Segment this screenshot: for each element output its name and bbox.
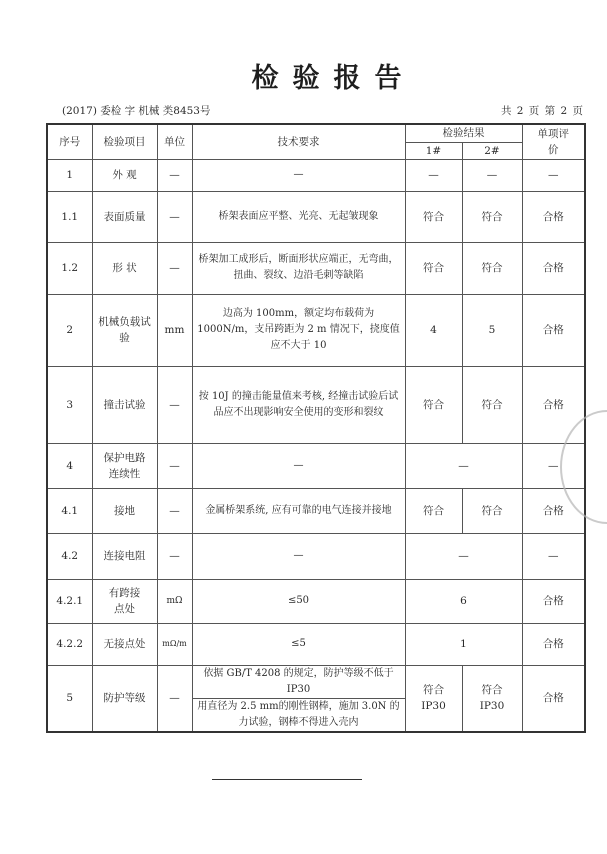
row-item: 机械负载试验	[92, 294, 157, 366]
row-item: 连接电阻	[92, 533, 157, 579]
row-result-2: —	[462, 159, 522, 191]
table-row	[47, 533, 585, 579]
row-unit: mm	[157, 294, 192, 366]
inspection-table	[46, 123, 586, 733]
row-result-2: 符合 IP30	[462, 665, 522, 732]
table-row	[47, 579, 585, 623]
row-result-1: 符合	[405, 242, 462, 294]
row-item: 形 状	[92, 242, 157, 294]
row-seq: 4.2.2	[47, 623, 92, 665]
header-verdict: 单项评价	[522, 124, 585, 159]
row-result-2: 5	[462, 294, 522, 366]
row-result-1: 符合	[405, 191, 462, 242]
row-verdict: 合格	[522, 294, 585, 366]
table-row	[47, 242, 585, 294]
row-unit: —	[157, 443, 192, 488]
row-verdict: 合格	[522, 623, 585, 665]
row-requirement: 桥架加工成形后，断面形状应端正，无弯曲，扭曲、裂纹、边沿毛刺等缺陷	[192, 242, 405, 294]
row-requirement: 按 10J 的撞击能量值来考核, 经撞击试验后试品应不出现影响安全使用的变形和裂纹	[192, 366, 405, 443]
row-unit: mΩ/m	[157, 623, 192, 665]
row-seq: 4	[47, 443, 92, 488]
row-unit: mΩ	[157, 579, 192, 623]
row-requirement: 边高为 100mm，额定均布载荷为 1000N/m，支吊跨距为 2 m 情况下，挠度值应不大于 10	[192, 294, 405, 366]
table-row	[47, 488, 585, 533]
row-verdict: —	[522, 443, 585, 488]
row-verdict: 合格	[522, 488, 585, 533]
row-verdict: 合格	[522, 191, 585, 242]
header-requirement: 技术要求	[192, 124, 405, 159]
row-seq: 4.2.1	[47, 579, 92, 623]
row-requirement-a: 依据 GB/T 4208 的规定，防护等级不低于 IP30	[192, 665, 405, 698]
row-verdict: 合格	[522, 665, 585, 732]
row-seq: 5	[47, 665, 92, 732]
header-sample-2: 2#	[462, 142, 522, 159]
row-item: 表面质量	[92, 191, 157, 242]
header-unit: 单位	[157, 124, 192, 159]
row-unit: —	[157, 242, 192, 294]
row-result-1: 符合 IP30	[405, 665, 462, 732]
table-row	[47, 191, 585, 242]
row-unit: —	[157, 665, 192, 732]
row-result-1: 符合	[405, 366, 462, 443]
row-seq: 4.2	[47, 533, 92, 579]
row-result-1: 符合	[405, 488, 462, 533]
row-item: 防护等级	[92, 665, 157, 732]
row-result-2: 符合	[462, 242, 522, 294]
row-verdict: 合格	[522, 366, 585, 443]
table-row	[47, 294, 585, 366]
header-item: 检验项目	[92, 124, 157, 159]
row-requirement: 金属桥架系统, 应有可靠的电气连接并接地	[192, 488, 405, 533]
row-item: 撞击试验	[92, 366, 157, 443]
row-unit: —	[157, 488, 192, 533]
row-item: 保护电路连续性	[92, 443, 157, 488]
row-unit: —	[157, 366, 192, 443]
row-requirement: —	[192, 159, 405, 191]
row-unit: —	[157, 533, 192, 579]
report-reference-number: (2017) 委检 字 机械 类8453号	[62, 105, 211, 117]
row-requirement: ≤5	[192, 623, 405, 665]
row-verdict: —	[522, 533, 585, 579]
row-verdict: 合格	[522, 579, 585, 623]
row-seq: 1.2	[47, 242, 92, 294]
table-row	[47, 159, 585, 191]
row-seq: 2	[47, 294, 92, 366]
row-result-merged: 6	[405, 579, 522, 623]
row-verdict: —	[522, 159, 585, 191]
row-verdict: 合格	[522, 242, 585, 294]
table-row	[47, 665, 585, 698]
page-indicator: 共 2 页 第 2 页	[500, 105, 584, 117]
report-title: 检验报告	[251, 63, 416, 94]
table-row	[47, 366, 585, 443]
row-result-1: 4	[405, 294, 462, 366]
row-requirement: ≤50	[192, 579, 405, 623]
table-row	[47, 443, 585, 488]
row-result-2: 符合	[462, 488, 522, 533]
row-unit: —	[157, 159, 192, 191]
row-item: 无接点处	[92, 623, 157, 665]
row-requirement: —	[192, 533, 405, 579]
row-result-merged: —	[405, 443, 522, 488]
header-sample-1: 1#	[405, 142, 462, 159]
row-seq: 4.1	[47, 488, 92, 533]
row-unit: —	[157, 191, 192, 242]
row-result-merged: 1	[405, 623, 522, 665]
row-item: 外 观	[92, 159, 157, 191]
row-result-1: —	[405, 159, 462, 191]
row-result-merged: —	[405, 533, 522, 579]
row-requirement-b: 用直径为 2.5 mm的刚性钢棒，施加 3.0N 的力试验，钢棒不得进入壳内	[192, 698, 405, 732]
header-seq: 序号	[47, 124, 92, 159]
row-item: 接地	[92, 488, 157, 533]
row-requirement: —	[192, 443, 405, 488]
row-seq: 3	[47, 366, 92, 443]
table-row	[47, 623, 585, 665]
row-result-2: 符合	[462, 366, 522, 443]
end-of-report-line	[212, 779, 362, 780]
row-requirement: 桥架表面应平整、光亮、无起皱现象	[192, 191, 405, 242]
row-result-2: 符合	[462, 191, 522, 242]
header-result: 检验结果	[405, 124, 522, 142]
row-seq: 1.1	[47, 191, 92, 242]
row-item: 有跨接点处	[92, 579, 157, 623]
row-seq: 1	[47, 159, 92, 191]
